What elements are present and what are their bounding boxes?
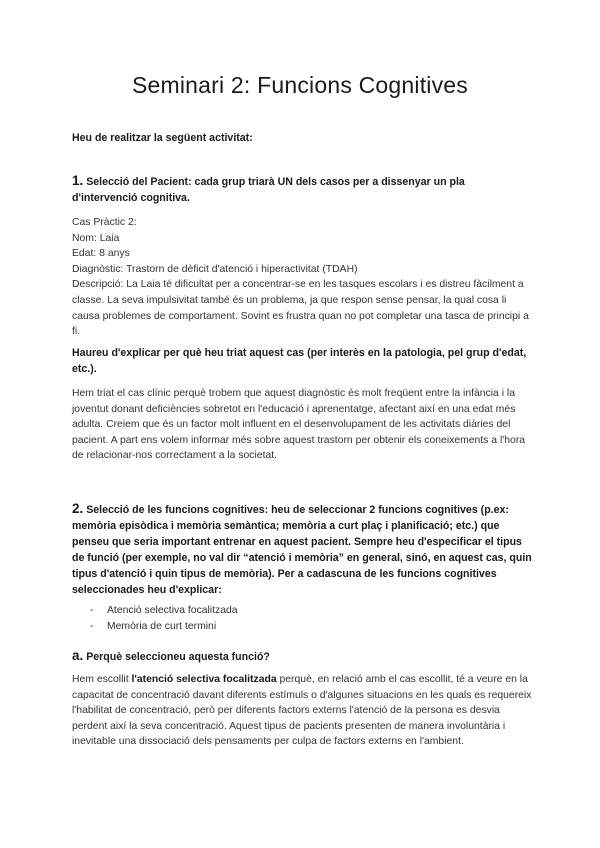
answer-text-end: perquè, en relació amb el cas escollit, té a veure en la capacitat de concentració davant diferents estímuls o d'algunes situacions en les quals es requereix l'habilitat de concentració, però per diferents factors externs l'atenció de la persona es desvia perdent així la seva concentració. Aquest tipus de pacients presenten de manera involuntària i inevitable una dissociació dels pensaments per culpa de factors externs en l'ambient. <box>72 674 532 748</box>
dash-bullet: - <box>90 620 94 632</box>
section1-heading <box>72 173 532 206</box>
intro-instruction: Heu de realitzar la següent activitat: <box>72 132 253 144</box>
case-name: Nom: Laia <box>72 232 120 244</box>
section2-heading-text: Selecció de les funcions cognitives: heu de seleccionar 2 funcions cognitives (p.ex: memòria episòdica i memòria semàntica; memòria a curt plaç i planificació; etc.) que penseu que seria important entrenar en aquest pacient. Sempre heu d'especificar el tipus de funció (per exemple, no val dir “atenció i memòria” en general, sinó, en aquest cas, quin tipus d'atenció i quin tipus de memòria). Per a cadascuna de les funcions cognitives seleccionades heu d'explicar: <box>72 504 532 596</box>
list-item-text: Memòria de curt termini <box>107 620 217 632</box>
answer-text-start: Hem escollit <box>72 674 132 685</box>
cognitive-functions-list <box>90 603 238 634</box>
page-title: Seminari 2: Funcions Cognitives <box>131 72 469 98</box>
case-description: Descripció: La Laia té dificultat per a concentrar-se en les tasques escolars i es distreu fàcilment a classe. La seva impulsivitat també és un problema, ja que respon sense pensar, la qual cosa li causa problemes de comportament. Sovint es frustra quan no pot completar una tasca de principi a fi. <box>72 279 529 338</box>
subsection-a-heading-text: Perquè seleccioneu aquesta funció? <box>86 651 270 663</box>
case-details <box>72 215 532 340</box>
subsection-a-answer <box>72 672 532 750</box>
subsection-a-heading <box>72 648 532 665</box>
section1-heading-text: Selecció del Pacient: cada grup triarà UN dels casos per a dissenyar un pla d'intervenció cognitiva. <box>72 176 465 204</box>
section2-heading <box>72 501 532 598</box>
section2-number: 2. <box>72 501 84 516</box>
section1-answer: Hem triat el cas clínic perquè trobem que aquest diagnòstic és molt freqüent entre la infància i la joventut donant deficiències sobretot en l'educació i aprenentatge, afectant així en una edat més adulta. Creiem que és un factor molt influent en el desenvolupament de les activitats diàries del pacient. A part ens volem informar més sobre aquest trastorn per obtenir els coneixements a l'hora de relacionar-nos correctament a la societat. <box>72 388 526 462</box>
dash-bullet: - <box>90 605 94 616</box>
section1-number: 1. <box>72 173 84 188</box>
answer-highlight: l'atenció selectiva focalitzada <box>131 674 277 685</box>
list-item <box>90 619 238 635</box>
subsection-a-letter: a. <box>72 648 84 663</box>
list-item <box>90 603 238 619</box>
list-item-text: Atenció selectiva focalitzada <box>107 605 238 616</box>
case-diagnosis: Diagnòstic: Trastorn de dèficit d'atenció i hiperactivitat (TDAH) <box>72 263 358 275</box>
section1-question: Haureu d'explicar per què heu triat aquest cas (per interès en la patologia, pel grup d'edat, etc.). <box>72 347 527 375</box>
case-label: Cas Pràctic 2: <box>72 217 137 228</box>
case-age: Edat: 8 anys <box>72 248 130 260</box>
